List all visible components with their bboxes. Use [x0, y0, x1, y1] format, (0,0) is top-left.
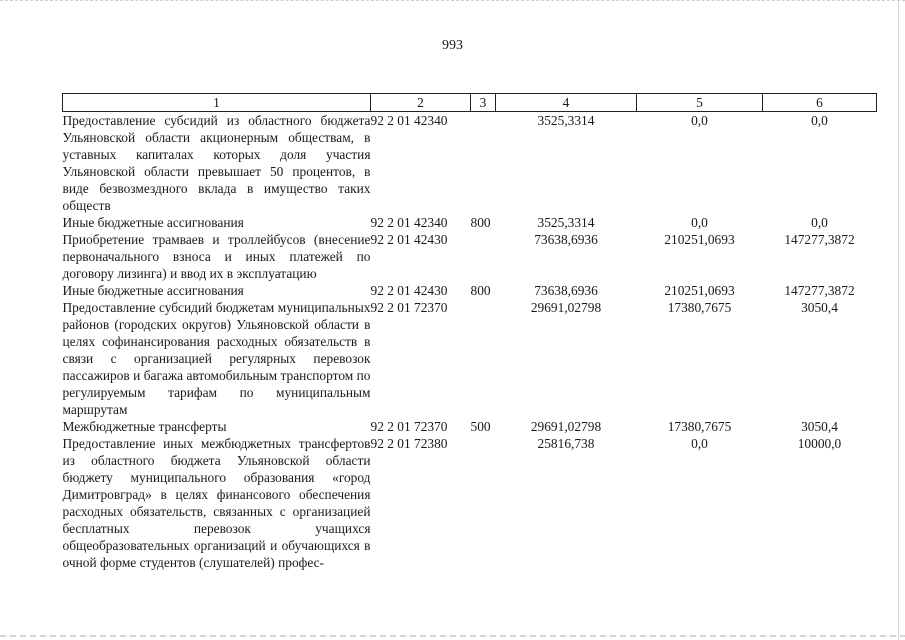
header-row	[63, 94, 877, 112]
table-row	[63, 435, 877, 571]
header-cell-2: 2	[371, 94, 471, 112]
row-name: Предоставление субсидий бюджетам муниципальных районов (городских округов) Ульяновской области в целях софинансирования расходных обязательств в связи с организацией регулярных перевозок пассажиров и багажа автомобильным транспортом по регулируемым тарифам по муниципальным маршрутам	[62, 300, 371, 417]
page-number: 993	[442, 38, 463, 53]
row-expense-group: 800	[470, 283, 491, 298]
row-target-code: 92 2 01 42340	[370, 215, 448, 230]
budget-table	[62, 93, 877, 571]
row-name: Предоставление субсидий из областного бюджета Ульяновской области акционерным обществам, в уставных капиталах которых доля участия Ульяновской области превышает 50 процентов, в виде безвозмездного вклада в имущество таких обществ	[62, 113, 371, 213]
row-target-code: 92 2 01 72370	[370, 419, 448, 434]
row-value-col4: 73638,6936	[534, 283, 598, 298]
header-cell-3: 3	[471, 94, 496, 112]
row-value-col6: 3050,4	[801, 419, 838, 434]
table-row	[63, 231, 877, 282]
row-expense-group	[471, 112, 496, 215]
row-expense-group	[471, 231, 496, 282]
row-value-col6: 147277,3872	[784, 283, 855, 298]
row-target-code: 92 2 01 42430	[370, 283, 448, 298]
row-value-col5: 210251,0693	[664, 283, 735, 298]
scan-edge-bottom	[0, 635, 905, 637]
row-name: Иные бюджетные ассигнования	[62, 215, 244, 230]
header-cell-1: 1	[63, 94, 371, 112]
header-cell-4: 4	[496, 94, 637, 112]
row-name: Приобретение трамваев и троллейбусов (внесение первоначального взноса и иных платежей по договору лизинга) и ввод их в эксплуатацию	[62, 232, 371, 281]
header-cell-5: 5	[637, 94, 763, 112]
row-expense-group: 500	[470, 419, 491, 434]
row-value-col6: 147277,3872	[784, 232, 855, 247]
row-value-col4: 73638,6936	[534, 232, 598, 247]
row-target-code: 92 2 01 42340	[370, 113, 448, 128]
table-row	[63, 299, 877, 418]
row-value-col5: 0,0	[691, 436, 708, 451]
row-value-col5: 0,0	[691, 113, 708, 128]
row-target-code: 92 2 01 72380	[370, 436, 448, 451]
row-expense-group: 800	[470, 215, 491, 230]
row-value-col5: 0,0	[691, 215, 708, 230]
scan-edge-right	[898, 0, 899, 640]
row-value-col6: 10000,0	[797, 436, 842, 451]
row-value-col4: 25816,738	[537, 436, 595, 451]
table-row	[63, 418, 877, 435]
row-name: Межбюджетные трансферты	[62, 419, 227, 434]
row-target-code: 92 2 01 72370	[370, 300, 448, 315]
row-name: Предоставление иных межбюджетных трансфертов из областного бюджета Ульяновской области бюджету муниципального образования «город Димитровград» в целях финансового обеспечения расходных обязательств, связанных с организацией бесплатных перевозок учащихся общеобразовательных организаций и обучающихся в очной форме студентов (слушателей) профес-	[62, 436, 371, 570]
row-value-col4: 3525,3314	[537, 113, 595, 128]
row-value-col4: 29691,02798	[530, 419, 602, 434]
row-value-col5: 17380,7675	[667, 419, 732, 434]
row-value-col5: 17380,7675	[667, 300, 732, 315]
table-row	[63, 282, 877, 299]
row-expense-group	[471, 299, 496, 418]
row-name: Иные бюджетные ассигнования	[62, 283, 244, 298]
row-expense-group	[471, 435, 496, 571]
row-value-col6: 3050,4	[801, 300, 838, 315]
table-row	[63, 214, 877, 231]
row-target-code: 92 2 01 42430	[370, 232, 448, 247]
table-row	[63, 112, 877, 215]
row-value-col6: 0,0	[811, 113, 828, 128]
row-value-col4: 29691,02798	[530, 300, 602, 315]
header-cell-6: 6	[763, 94, 877, 112]
row-value-col4: 3525,3314	[537, 215, 595, 230]
row-value-col6: 0,0	[811, 215, 828, 230]
row-value-col5: 210251,0693	[664, 232, 735, 247]
